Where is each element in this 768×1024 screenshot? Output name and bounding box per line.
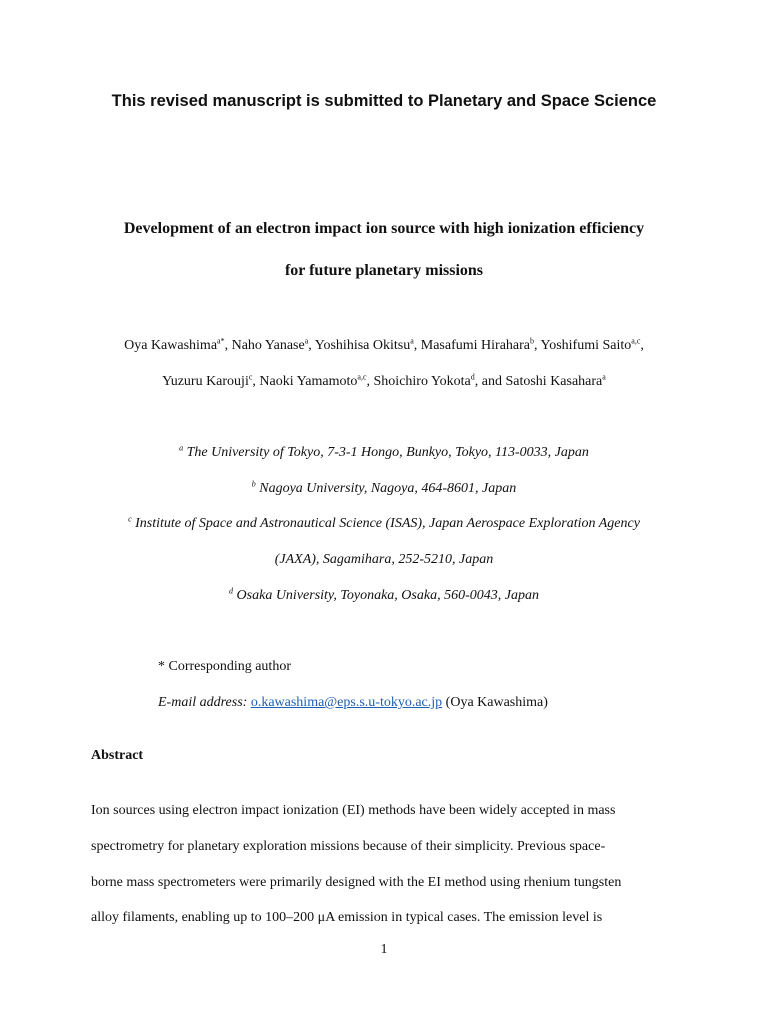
author-separator: ,: [252, 374, 260, 389]
author-affiliation-mark: a*: [217, 336, 225, 346]
author-affiliation-mark: c: [248, 372, 253, 382]
affiliation-mark: a: [179, 443, 184, 453]
author-name: Masafumi Hirahara: [420, 338, 530, 353]
author-separator: ,: [413, 338, 421, 353]
corresponding-author-note: * Corresponding author: [158, 659, 291, 674]
author-name: Shoichiro Yokota: [373, 374, 471, 389]
paper-title-line-2: for future planetary missions: [284, 262, 484, 279]
author-name: Oya Kawashima: [124, 338, 218, 353]
affiliation-text: Institute of Space and Astronautical Science (ISAS), Japan Aerospace Exploration Agency: [135, 516, 640, 531]
affiliation-text: Nagoya University, Nagoya, 464-8601, Japan: [259, 481, 517, 496]
author-name: Yoshihisa Okitsu: [314, 338, 411, 353]
affiliation-b: [0, 481, 768, 497]
affiliation-a: [0, 445, 768, 461]
author-separator: ,: [640, 338, 644, 353]
author-affiliation-mark: a: [602, 372, 606, 382]
email-owner: (Oya Kawashima): [445, 695, 548, 710]
page-number: 1: [380, 942, 388, 957]
abstract-line: spectrometry for planetary exploration missions because of their simplicity. Previous space-: [91, 839, 606, 854]
email-link[interactable]: o.kawashima@eps.s.u-tokyo.ac.jp: [250, 695, 443, 710]
submission-note: This revised manuscript is submitted to Planetary and Space Science: [111, 92, 657, 110]
affiliation-c-continued: [0, 552, 768, 568]
affiliation-mark: d: [229, 586, 234, 596]
author-name: Naoki Yamamoto: [259, 374, 358, 389]
paper-title-line-1: Development of an electron impact ion source with high ionization efficiency: [123, 220, 645, 237]
author-name: Yoshifumi Saito: [540, 338, 632, 353]
abstract-line: Ion sources using electron impact ionization (EI) methods have been widely accepted in mass: [91, 803, 616, 818]
author-affiliation-mark: a: [304, 336, 309, 346]
author-separator: ,: [534, 338, 541, 353]
affiliation-text: Osaka University, Toyonaka, Osaka, 560-0043, Japan: [236, 588, 539, 603]
author-affiliation-mark: b: [530, 336, 534, 346]
author-separator: ,: [366, 374, 374, 389]
affiliation-mark: c: [128, 514, 132, 524]
abstract-heading: Abstract: [91, 748, 144, 763]
author-list-line-1: [0, 338, 768, 354]
affiliation-d: [0, 588, 768, 604]
author-name: Satoshi Kasahara: [505, 374, 603, 389]
author-separator: ,: [308, 338, 315, 353]
affiliation-text: The University of Tokyo, 7-3-1 Hongo, Bunkyo, Tokyo, 113-0033, Japan: [186, 445, 589, 460]
author-list-line-2: [0, 374, 768, 390]
email-label: E-mail address:: [158, 695, 248, 710]
abstract-line: borne mass spectrometers were primarily designed with the EI method using rhenium tungsten: [91, 875, 622, 890]
affiliation-mark: b: [251, 479, 256, 489]
author-separator: , and: [474, 374, 506, 389]
author-affiliation-mark: a,c: [631, 336, 641, 346]
author-affiliation-mark: a: [410, 336, 414, 346]
author-affiliation-mark: d: [470, 372, 475, 382]
email-line: [158, 695, 548, 711]
author-name: Yuzuru Karouji: [162, 374, 249, 389]
affiliation-c: [0, 516, 768, 532]
author-separator: ,: [224, 338, 232, 353]
abstract-line: alloy filaments, enabling up to 100–200 μA emission in typical cases. The emission level is: [91, 910, 603, 925]
author-affiliation-mark: a,c: [357, 372, 367, 382]
author-name: Naho Yanase: [231, 338, 305, 353]
affiliation-text: (JAXA), Sagamihara, 252-5210, Japan: [274, 552, 494, 567]
